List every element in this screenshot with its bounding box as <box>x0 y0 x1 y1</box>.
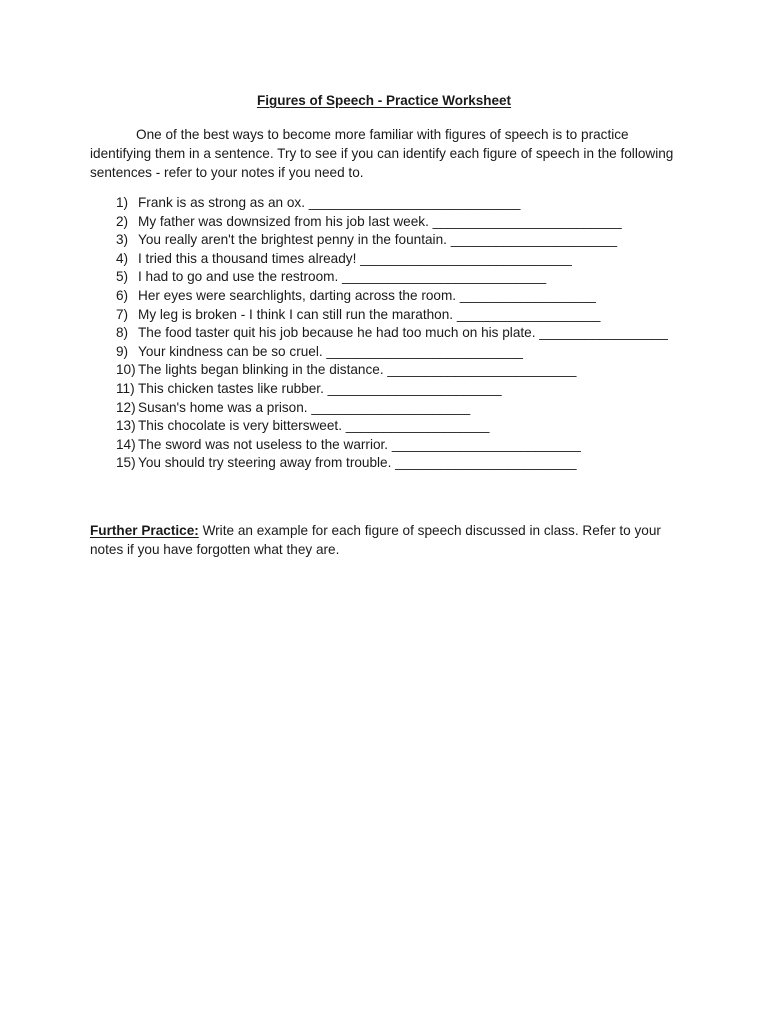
item-number: 11) <box>116 380 135 396</box>
item-text: My leg is broken - I think I can still run the marathon. ___________________ <box>138 306 601 322</box>
list-item <box>116 454 668 473</box>
item-text: This chicken tastes like rubber. _______________________ <box>138 380 502 396</box>
intro-paragraph: One of the best ways to become more familiar with figures of speech is to practice identifying them in a sentence. Try to see if you can identify each figure of speech in the following sentences - refer to your notes if you need to. <box>90 127 674 180</box>
item-number: 14) <box>116 436 136 452</box>
item-number: 8) <box>116 325 129 341</box>
item-text: I tried this a thousand times already! ____________________________ <box>138 250 572 266</box>
item-number: 1) <box>116 195 129 210</box>
item-text: The sword was not useless to the warrior. _________________________ <box>138 436 581 452</box>
item-number: 6) <box>116 287 129 303</box>
item-text: Frank is as strong as an ox. ____________________________ <box>138 195 521 210</box>
list-item <box>116 417 668 436</box>
item-number: 3) <box>116 232 129 248</box>
list-item <box>116 250 668 269</box>
list-item <box>116 287 668 306</box>
item-text: The lights began blinking in the distance. _________________________ <box>138 362 577 378</box>
item-text: Your kindness can be so cruel. __________________________ <box>138 343 523 359</box>
further-practice-text: Write an example for each figure of speech discussed in class. Refer to your notes if you have forgotten what they are. <box>90 523 661 557</box>
item-number: 9) <box>116 343 129 359</box>
item-text: This chocolate is very bittersweet. ___________________ <box>138 418 490 434</box>
item-number: 4) <box>116 250 129 266</box>
item-number: 10) <box>116 362 136 378</box>
list-item <box>116 194 668 213</box>
worksheet-title-text: Figures of Speech - Practice Worksheet <box>256 93 512 108</box>
item-text: My father was downsized from his job last week. _________________________ <box>138 213 622 229</box>
list-item <box>116 361 668 380</box>
item-text: I had to go and use the restroom. ___________________________ <box>138 269 547 285</box>
item-text: You should try steering away from trouble. ________________________ <box>138 455 577 471</box>
item-text: Susan's home was a prison. _____________________ <box>138 399 471 415</box>
item-number: 2) <box>116 213 129 229</box>
item-number: 5) <box>116 269 129 285</box>
item-text: You really aren't the brightest penny in the fountain. ______________________ <box>138 232 618 248</box>
item-number: 12) <box>116 399 136 415</box>
list-item <box>116 343 668 362</box>
exercise-list <box>116 194 668 473</box>
list-item <box>116 213 668 232</box>
list-item <box>116 380 668 399</box>
list-item <box>116 324 668 343</box>
list-item <box>116 231 668 250</box>
list-item <box>116 306 668 325</box>
item-number: 15) <box>116 455 136 471</box>
further-practice-paragraph <box>90 521 690 559</box>
item-text: The food taster quit his job because he had too much on his plate. _________________ <box>138 325 668 341</box>
item-text: Her eyes were searchlights, darting across the room. __________________ <box>138 287 596 303</box>
list-item <box>116 268 668 287</box>
list-item <box>116 436 668 455</box>
further-practice-label: Further Practice: <box>90 523 199 538</box>
worksheet-title <box>0 93 768 108</box>
item-number: 13) <box>116 418 136 434</box>
item-number: 7) <box>116 306 129 322</box>
list-item <box>116 399 668 418</box>
